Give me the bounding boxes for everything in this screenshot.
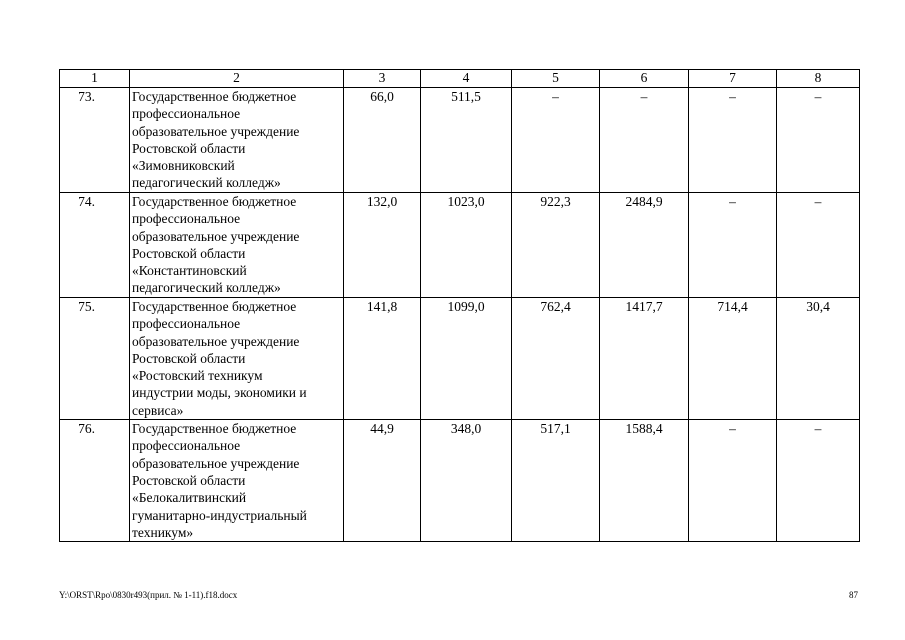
column-header: 3 bbox=[344, 70, 421, 88]
table-cell: 1417,7 bbox=[600, 298, 689, 420]
row-number: 73. bbox=[60, 88, 130, 193]
name-line: техникум» bbox=[132, 524, 194, 540]
footer-file-path: Y:\ORST\Rpo\0830r493(прил. № 1-11).f18.docx bbox=[59, 590, 238, 600]
name-line: Ростовской области bbox=[132, 245, 246, 261]
column-header: 8 bbox=[777, 70, 860, 88]
name-line: Ростовской области bbox=[132, 350, 246, 366]
name-line: сервиса» bbox=[132, 402, 184, 418]
name-line: педагогический колледж» bbox=[132, 175, 281, 191]
table-cell: 762,4 bbox=[512, 298, 600, 420]
table-row bbox=[60, 193, 860, 298]
table-row bbox=[60, 88, 860, 193]
table-cell: 714,4 bbox=[689, 298, 777, 420]
column-header: 5 bbox=[512, 70, 600, 88]
name-line: «Зимовниковский bbox=[132, 158, 235, 174]
column-header: 4 bbox=[421, 70, 512, 88]
column-header: 6 bbox=[600, 70, 689, 88]
institution-name bbox=[130, 88, 344, 193]
name-line: Государственное бюджетное bbox=[132, 421, 297, 437]
table-cell: 141,8 bbox=[344, 298, 421, 420]
row-number: 75. bbox=[60, 298, 130, 420]
institution-name bbox=[130, 193, 344, 298]
table-cell: – bbox=[689, 420, 777, 542]
name-line: Ростовской области bbox=[132, 140, 246, 156]
name-line: Государственное бюджетное bbox=[132, 194, 297, 209]
table-cell: 922,3 bbox=[512, 193, 600, 298]
name-line: образовательное учреждение bbox=[132, 123, 300, 139]
name-line: профессиональное bbox=[132, 211, 241, 227]
table-cell: 511,5 bbox=[421, 88, 512, 193]
institution-name bbox=[130, 420, 344, 542]
table-cell: – bbox=[777, 88, 860, 193]
table-cell: – bbox=[512, 88, 600, 193]
page-number: 87 bbox=[849, 590, 858, 600]
name-line: профессиональное bbox=[132, 438, 241, 454]
row-number: 76. bbox=[60, 420, 130, 542]
name-line: профессиональное bbox=[132, 316, 241, 332]
table-cell: 1099,0 bbox=[421, 298, 512, 420]
name-line: индустрии моды, экономики и bbox=[132, 385, 307, 401]
name-line: «Константиновский bbox=[132, 263, 247, 279]
name-line: профессиональное bbox=[132, 106, 241, 122]
name-line: образовательное учреждение bbox=[132, 228, 300, 244]
table-cell: – bbox=[777, 420, 860, 542]
data-table bbox=[59, 69, 860, 542]
table-cell: 1588,4 bbox=[600, 420, 689, 542]
table-cell: 2484,9 bbox=[600, 193, 689, 298]
name-line: образовательное учреждение bbox=[132, 455, 300, 471]
table-cell: – bbox=[777, 193, 860, 298]
name-line: гуманитарно-индустриальный bbox=[132, 507, 307, 523]
table-cell: 1023,0 bbox=[421, 193, 512, 298]
name-line: Ростовской области bbox=[132, 472, 246, 488]
table-cell: 44,9 bbox=[344, 420, 421, 542]
institution-name bbox=[130, 298, 344, 420]
table-cell: 348,0 bbox=[421, 420, 512, 542]
table-cell: 66,0 bbox=[344, 88, 421, 193]
name-line: педагогический колледж» bbox=[132, 280, 281, 296]
column-header: 1 bbox=[60, 70, 130, 88]
name-line: «Ростовский техникум bbox=[132, 368, 263, 384]
name-line: образовательное учреждение bbox=[132, 333, 300, 349]
name-line: «Белокалитвинский bbox=[132, 490, 247, 506]
table-cell: – bbox=[600, 88, 689, 193]
table-cell: 30,4 bbox=[777, 298, 860, 420]
table-header-row bbox=[60, 70, 860, 88]
row-number: 74. bbox=[60, 193, 130, 298]
table-cell: 132,0 bbox=[344, 193, 421, 298]
table-cell: – bbox=[689, 193, 777, 298]
column-header: 7 bbox=[689, 70, 777, 88]
table-row bbox=[60, 420, 860, 542]
table-cell: – bbox=[689, 88, 777, 193]
column-header: 2 bbox=[130, 70, 344, 88]
table-cell: 517,1 bbox=[512, 420, 600, 542]
name-line: Государственное бюджетное bbox=[132, 89, 297, 104]
table-row bbox=[60, 298, 860, 420]
name-line: Государственное бюджетное bbox=[132, 299, 297, 314]
